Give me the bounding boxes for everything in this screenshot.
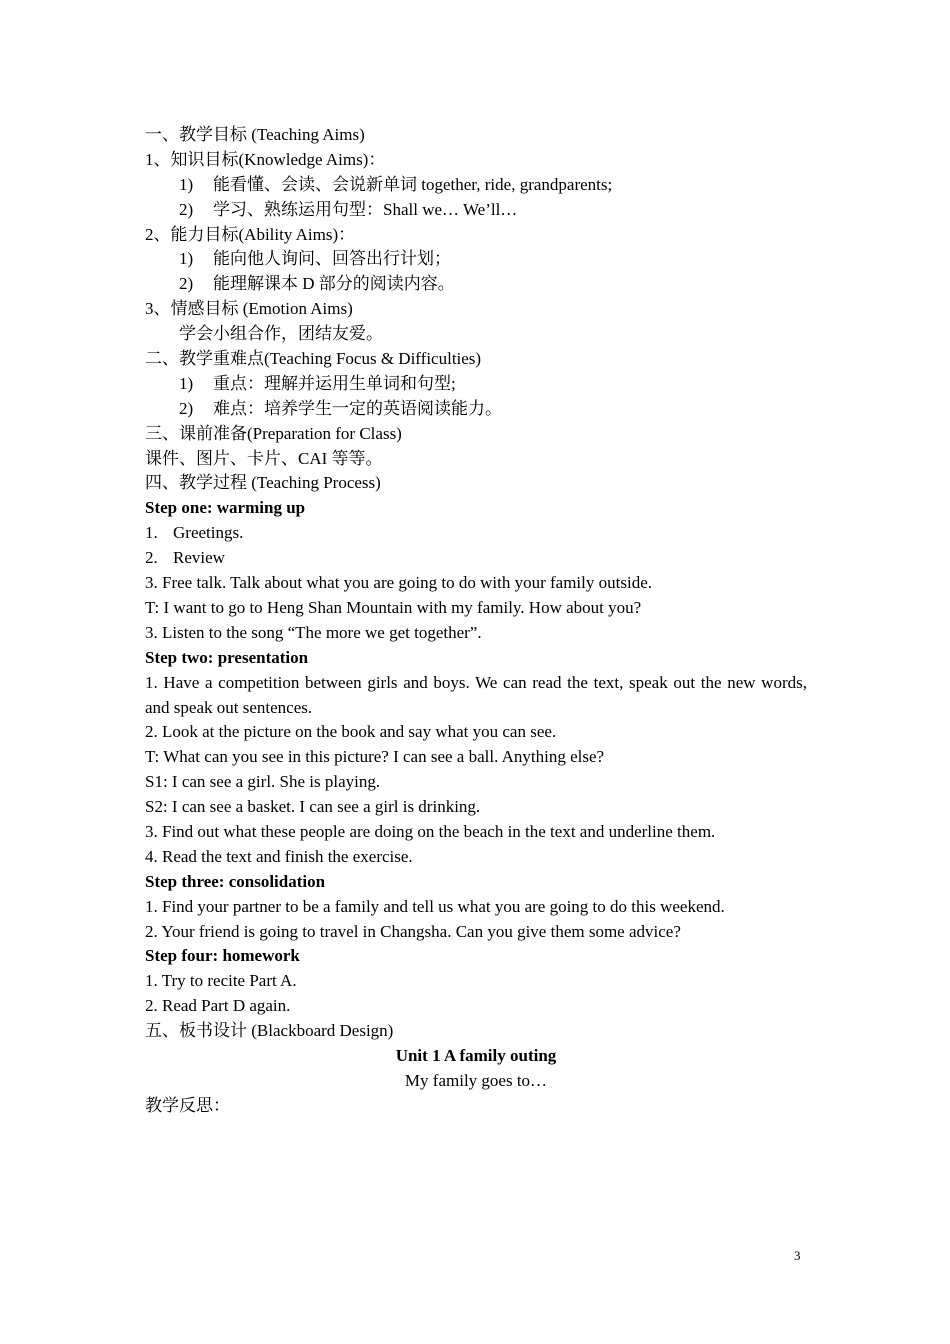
item-text: Greetings. xyxy=(173,523,244,543)
board-title: Unit 1 A family outing xyxy=(395,1045,557,1065)
item-text: 难点：培养学生一定的英语阅读能力。 xyxy=(213,398,502,418)
item-number: 2) xyxy=(179,398,194,418)
board-subtitle: My family goes to… xyxy=(404,1070,548,1090)
subheading-knowledge: 1、知识目标(Knowledge Aims)： xyxy=(145,149,386,169)
emotion-text: 学会小组合作，团结友爱。 xyxy=(179,324,383,344)
document-body xyxy=(145,123,807,1119)
step-paragraph: 1. Have a competition between girls and boys. We can read the text, speak out the new words, and speak out sentences. xyxy=(145,672,807,717)
list-item xyxy=(145,272,807,297)
item-text: 能理解课本 D 部分的阅读内容。 xyxy=(213,274,455,294)
list-item xyxy=(145,247,807,272)
step-line: 3. Free talk. Talk about what you are going to do with your family outside. xyxy=(145,573,652,593)
list-item xyxy=(145,198,807,223)
item-number: 2) xyxy=(179,199,194,219)
item-text: Review xyxy=(173,548,225,568)
list-item xyxy=(145,372,807,397)
section-heading-board: 五、板书设计 (Blackboard Design) xyxy=(145,1021,394,1041)
item-text: 学习、熟练运用句型：Shall we… We’ll… xyxy=(213,199,518,219)
list-item xyxy=(145,173,807,198)
step-line: T: What can you see in this picture? I can see a ball. Anything else? xyxy=(145,747,605,767)
prep-text: 课件、图片、卡片、CAI 等等。 xyxy=(145,448,383,468)
item-number: 1) xyxy=(179,174,194,194)
item-number: 1) xyxy=(179,249,194,269)
item-number: 1) xyxy=(179,373,194,393)
step-line: 3. Find out what these people are doing on the beach in the text and underline them. xyxy=(145,821,716,841)
section-heading-prep: 三、课前准备(Preparation for Class) xyxy=(145,423,402,443)
list-item xyxy=(145,521,807,546)
step-line: 2. Your friend is going to travel in Changsha. Can you give them some advice? xyxy=(145,921,681,941)
step-one-title: Step one: warming up xyxy=(145,498,306,518)
item-number: 1. xyxy=(145,523,158,543)
subheading-ability: 2、能力目标(Ability Aims)： xyxy=(145,224,356,244)
step-line: 1. Try to recite Part A. xyxy=(145,971,297,991)
step-four-title: Step four: homework xyxy=(145,946,300,966)
item-text: 能看懂、会读、会说新单词 together, ride, grandparents; xyxy=(213,174,613,194)
step-line: 2. Look at the picture on the book and say what you can see. xyxy=(145,722,557,742)
step-line: 2. Read Part D again. xyxy=(145,996,291,1016)
list-item xyxy=(145,546,807,571)
subheading-emotion: 3、情感目标 (Emotion Aims) xyxy=(145,299,353,319)
step-line: S1: I can see a girl. She is playing. xyxy=(145,772,381,792)
section-heading-focus: 二、教学重难点(Teaching Focus & Difficulties) xyxy=(145,349,482,369)
step-line: 4. Read the text and finish the exercise. xyxy=(145,846,413,866)
step-three-title: Step three: consolidation xyxy=(145,871,326,891)
section-heading-aims: 一、教学目标 (Teaching Aims) xyxy=(145,125,365,144)
step-line: 3. Listen to the song “The more we get together”. xyxy=(145,622,482,642)
list-item xyxy=(145,397,807,422)
step-line: 1. Find your partner to be a family and tell us what you are going to do this weekend. xyxy=(145,896,725,916)
step-line: S2: I can see a basket. I can see a girl is drinking. xyxy=(145,797,481,817)
page-number: 3 xyxy=(794,1248,801,1263)
reflection-label: 教学反思： xyxy=(145,1095,230,1115)
item-text: 能向他人询问、回答出行计划； xyxy=(213,249,451,269)
step-line: T: I want to go to Heng Shan Mountain with my family. How about you? xyxy=(145,597,642,617)
item-number: 2. xyxy=(145,548,158,568)
step-two-title: Step two: presentation xyxy=(145,647,309,667)
section-heading-process: 四、教学过程 (Teaching Process) xyxy=(145,473,381,493)
item-number: 2) xyxy=(179,274,194,294)
item-text: 重点：理解并运用生单词和句型; xyxy=(213,373,456,393)
